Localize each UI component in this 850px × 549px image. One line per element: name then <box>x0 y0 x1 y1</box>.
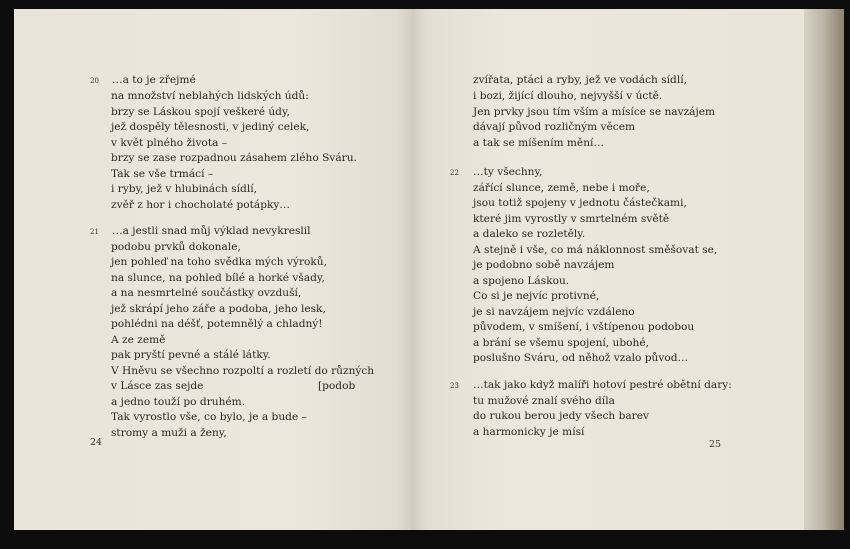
verse-line: Co si je nejvíc protivné, <box>473 290 600 302</box>
verse-line: …a jestli snad můj výklad nevykreslil <box>112 225 311 237</box>
verse-line: a tak se míšením mění… <box>473 137 604 149</box>
verse-line: původem, v smíšení, i vštípenou podobou <box>473 321 695 333</box>
verse-line: je si navzájem nejvíc vzdáleno <box>473 306 635 318</box>
verse-line: a daleko se rozletěly. <box>473 228 586 240</box>
verse-line: …tak jako když malíři hotoví pestré obětní dary: <box>473 379 732 391</box>
verse-line: brzy se Láskou spojí veškeré údy, <box>111 106 290 118</box>
verse-line: jež skrápí jeho záře a podoba, jeho lesk, <box>111 303 326 315</box>
verse-line: i bozi, žijící dlouho, nejvyšší v úctě. <box>473 90 663 102</box>
verse-line: A stejně i vše, co má náklonnost směšovat se, <box>473 244 718 256</box>
verse-line: A ze země <box>111 334 166 346</box>
verse-line: a na nesmrtelné součástky ovzduší, <box>111 287 302 299</box>
verse-line: V Hněvu se všechno rozpoltí a rozletí do různých <box>111 365 375 377</box>
verse-line: které jim vyrostly v smrtelném světě <box>473 213 670 225</box>
verse-line: dávají původ rozličným věcem <box>473 121 636 133</box>
verse-line: stromy a muži a ženy, <box>111 427 227 439</box>
verse-number: 23 <box>450 382 459 390</box>
verse-line: zvířata, ptáci a ryby, jež ve vodách sídlí, <box>473 74 687 86</box>
verse-line: pohlédni na déšť, potemnělý a chladný! <box>111 318 323 330</box>
verse-line: je podobno sobě navzájem <box>473 259 615 271</box>
overflow-word: [podob <box>318 380 356 392</box>
verse-number: 22 <box>450 169 459 177</box>
verse-line: podobu prvků dokonale, <box>111 241 241 253</box>
verse-line: Tak vyrostlo vše, co bylo, je a bude – <box>111 411 307 423</box>
verse-line: na slunce, na pohled bílé a horké všady, <box>111 272 325 284</box>
verse-line: do rukou berou jedy všech barev <box>473 410 650 422</box>
verse-line: a jedno touží po druhém. <box>111 396 246 408</box>
verse-line: brzy se zase rozpadnou zásahem zlého Sváru. <box>111 152 357 164</box>
verse-line: pak pryští pevné a stálé látky. <box>111 349 271 361</box>
verse-line: a harmonicky je mísí <box>473 426 585 438</box>
verse-line: a spojeno Láskou. <box>473 275 570 287</box>
verse-line: a brání se všemu spojení, ubohé, <box>473 337 649 349</box>
book-spread <box>14 9 844 530</box>
verse-line: tu mužové znalí svého díla <box>473 395 615 407</box>
verse-line: zvěř z hor i chocholaté potápky… <box>111 199 290 211</box>
page-edges <box>804 9 844 530</box>
verse-line: jež dospěly tělesnosti, v jediný celek, <box>111 121 310 133</box>
verse-line: jen pohleď na toho svědka mých výroků, <box>111 256 327 268</box>
verse-line: Jen prvky jsou tím vším a mísíce se navzájem <box>473 106 716 118</box>
verse-line: Tak se vše trmácí – <box>111 168 214 180</box>
verse-line: poslušno Sváru, od něhož vzalo původ… <box>473 352 689 364</box>
verse-line: i ryby, jež v hlubinách sídlí, <box>111 183 257 195</box>
left-page <box>14 9 412 530</box>
verse-line: v Lásce zas sejde <box>111 380 204 392</box>
page-number-left: 24 <box>90 437 103 448</box>
verse-line: …a to je zřejmé <box>112 74 196 86</box>
verse-line: …ty všechny, <box>473 166 543 178</box>
verse-line: zářící slunce, země, nebe i moře, <box>473 182 650 194</box>
right-page <box>412 9 804 530</box>
verse-line: jsou totiž spojeny v jednotu částečkami, <box>473 197 687 209</box>
page-number-right: 25 <box>709 439 722 450</box>
verse-number: 20 <box>90 77 99 85</box>
verse-number: 21 <box>90 228 99 236</box>
verse-line: na množství neblahých lidských údů: <box>111 90 309 102</box>
verse-line: v květ plného života – <box>111 137 228 149</box>
